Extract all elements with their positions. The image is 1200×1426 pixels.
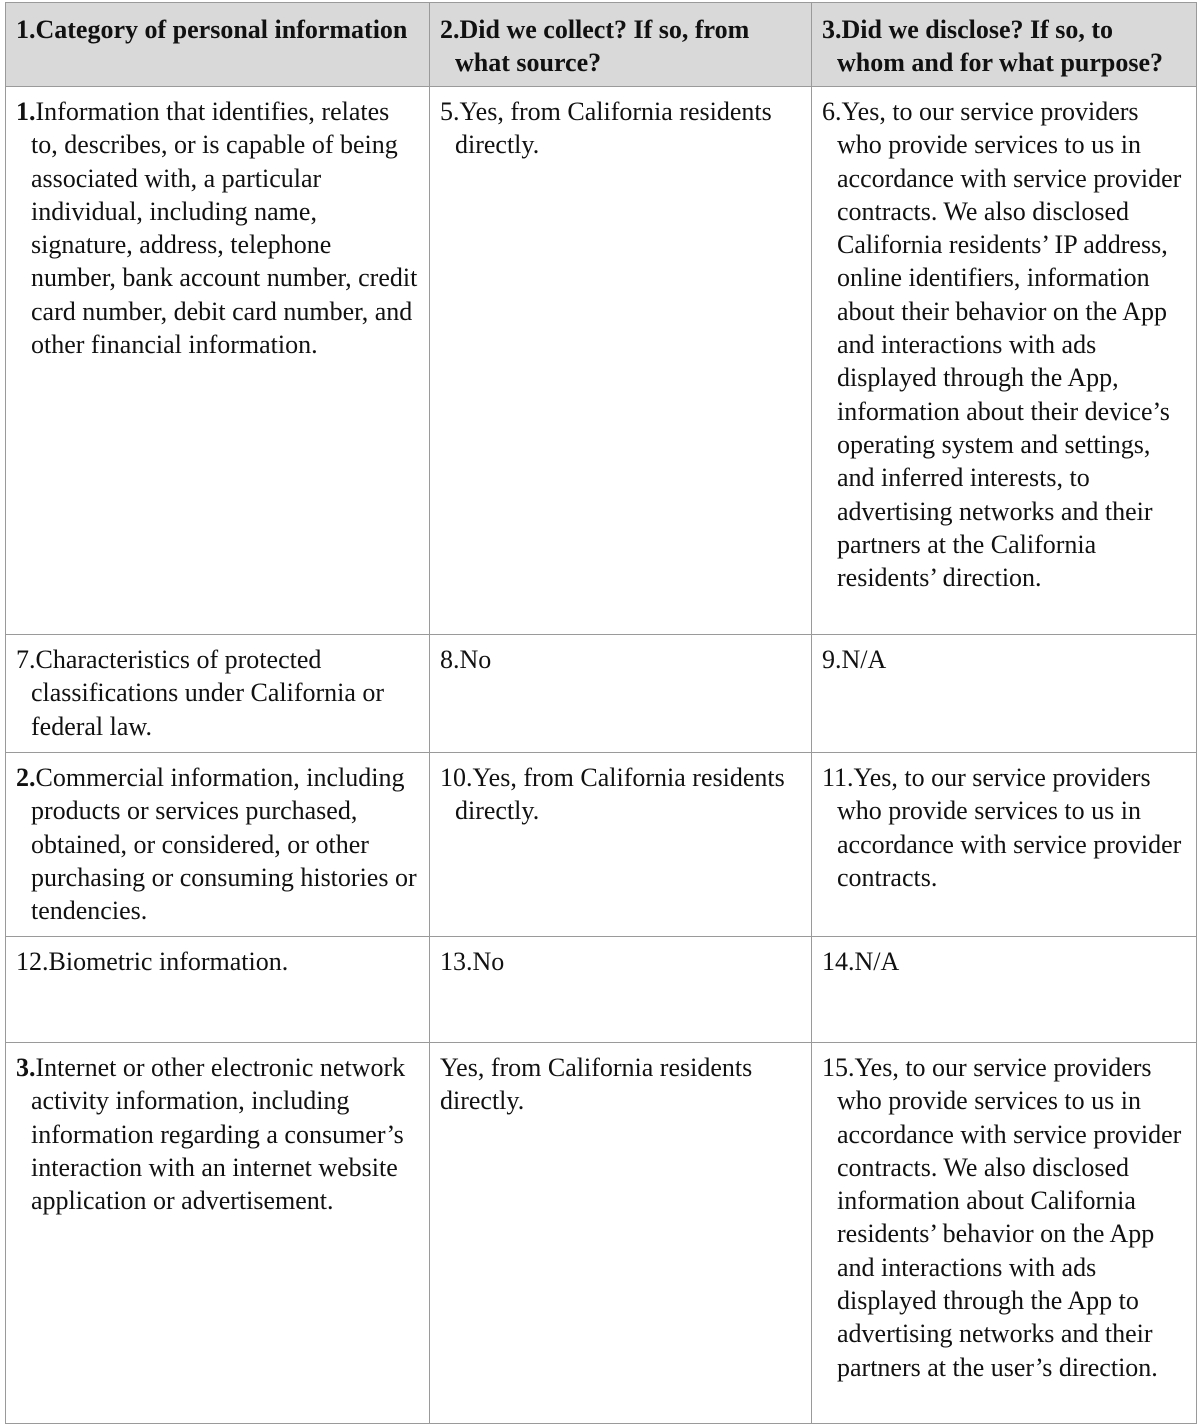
table-row	[6, 753, 1197, 937]
collected-cell	[430, 1043, 812, 1424]
category-text: Biometric information.	[48, 947, 289, 976]
header-cell-disclosed: 3.Did we disclose? If so, to whom and for what purpose?	[812, 3, 1197, 87]
header-disclosed-label: Did we disclose? If so, to whom and for what purpose?	[837, 15, 1164, 78]
category-cell: 7.Characteristics of protected classifications under California or federal law.	[6, 635, 430, 753]
disclosed-cell: 9.N/A	[812, 635, 1197, 753]
ccpa-disclosure-table	[5, 2, 1197, 1424]
category-text: Internet or other electronic network activity information, including information regarding a consumer’s interaction with an internet website application or advertisement.	[31, 1053, 406, 1216]
table-row	[6, 87, 1197, 635]
collected-cell: 10.Yes, from California residents directly.	[430, 753, 812, 937]
category-text: Characteristics of protected classifications under California or federal law.	[31, 645, 385, 741]
collected-text: Yes, from California residents directly.	[455, 763, 785, 826]
header-category-label: Category of personal information	[35, 15, 408, 44]
disclosed-cell: 11.Yes, to our service providers who provide services to us in accordance with service provider contracts.	[812, 753, 1197, 937]
category-cell: 2.Commercial information, including products or services purchased, obtained, or considered, or other purchasing or consuming histories or tendencies.	[6, 753, 430, 937]
category-cell: 1.Information that identifies, relates to, describes, or is capable of being associated with, a particular individual, including name, signature, address, telephone number, bank account number, credit card number, debit card number, and other financial information.	[6, 87, 430, 635]
category-text: Commercial information, including products or services purchased, obtained, or considered, or other purchasing or consuming histories or tendencies.	[31, 763, 417, 926]
header-collected-label: Did we collect? If so, from what source?	[455, 15, 750, 78]
table-row	[6, 1043, 1197, 1424]
disclosed-cell: 15.Yes, to our service providers who provide services to us in accordance with service provider contracts. We also disclosed information about California residents’ behavior on the App and interactions with ads displayed through the App to advertising networks and their partners at the user’s direction.	[812, 1043, 1197, 1424]
collected-cell: 8.No	[430, 635, 812, 753]
table-row	[6, 635, 1197, 753]
collected-text: No	[459, 645, 492, 674]
header-cell-category: 1.Category of personal information	[6, 3, 430, 87]
table-header-row	[6, 3, 1197, 87]
collected-text: No	[472, 947, 505, 976]
disclosed-text: N/A	[854, 947, 900, 976]
disclosed-text: Yes, to our service providers who provide services to us in accordance with service provider contracts.	[837, 763, 1182, 892]
disclosed-text: N/A	[841, 645, 887, 674]
category-text: Information that identifies, relates to, describes, or is capable of being associated with, a particular individual, including name, signature, address, telephone number, bank account number, credit card number, debit card number, and other financial information.	[31, 97, 418, 360]
collected-text: Yes, from California residents directly.	[455, 97, 772, 160]
disclosed-cell: 14.N/A	[812, 937, 1197, 1043]
disclosed-text: Yes, to our service providers who provide services to us in accordance with service provider contracts. We also disclosed California residents’ IP address, online identifiers, information about their behavior on the App and interactions with ads displayed through the App, information about their device’s operating system and settings, and inferred interests, to advertising networks and their partners at the California residents’ direction.	[837, 97, 1182, 593]
disclosed-cell: 6.Yes, to our service providers who provide services to us in accordance with service provider contracts. We also disclosed California residents’ IP address, online identifiers, information about their behavior on the App and interactions with ads displayed through the App, information about their device’s operating system and settings, and inferred interests, to advertising networks and their partners at the California residents’ direction.	[812, 87, 1197, 635]
collected-text: Yes, from California residents directly.	[440, 1053, 753, 1116]
collected-cell: 13.No	[430, 937, 812, 1043]
header-cell-collected: 2.Did we collect? If so, from what source?	[430, 3, 812, 87]
category-cell: 3.Internet or other electronic network activity information, including information regarding a consumer’s interaction with an internet website application or advertisement.	[6, 1043, 430, 1424]
disclosed-text: Yes, to our service providers who provide services to us in accordance with service provider contracts. We also disclosed information about California residents’ behavior on the App and interactions with ads displayed through the App to advertising networks and their partners at the user’s direction.	[837, 1053, 1182, 1382]
table-row	[6, 937, 1197, 1043]
category-cell: 12.Biometric information.	[6, 937, 430, 1043]
collected-cell: 5.Yes, from California residents directly.	[430, 87, 812, 635]
